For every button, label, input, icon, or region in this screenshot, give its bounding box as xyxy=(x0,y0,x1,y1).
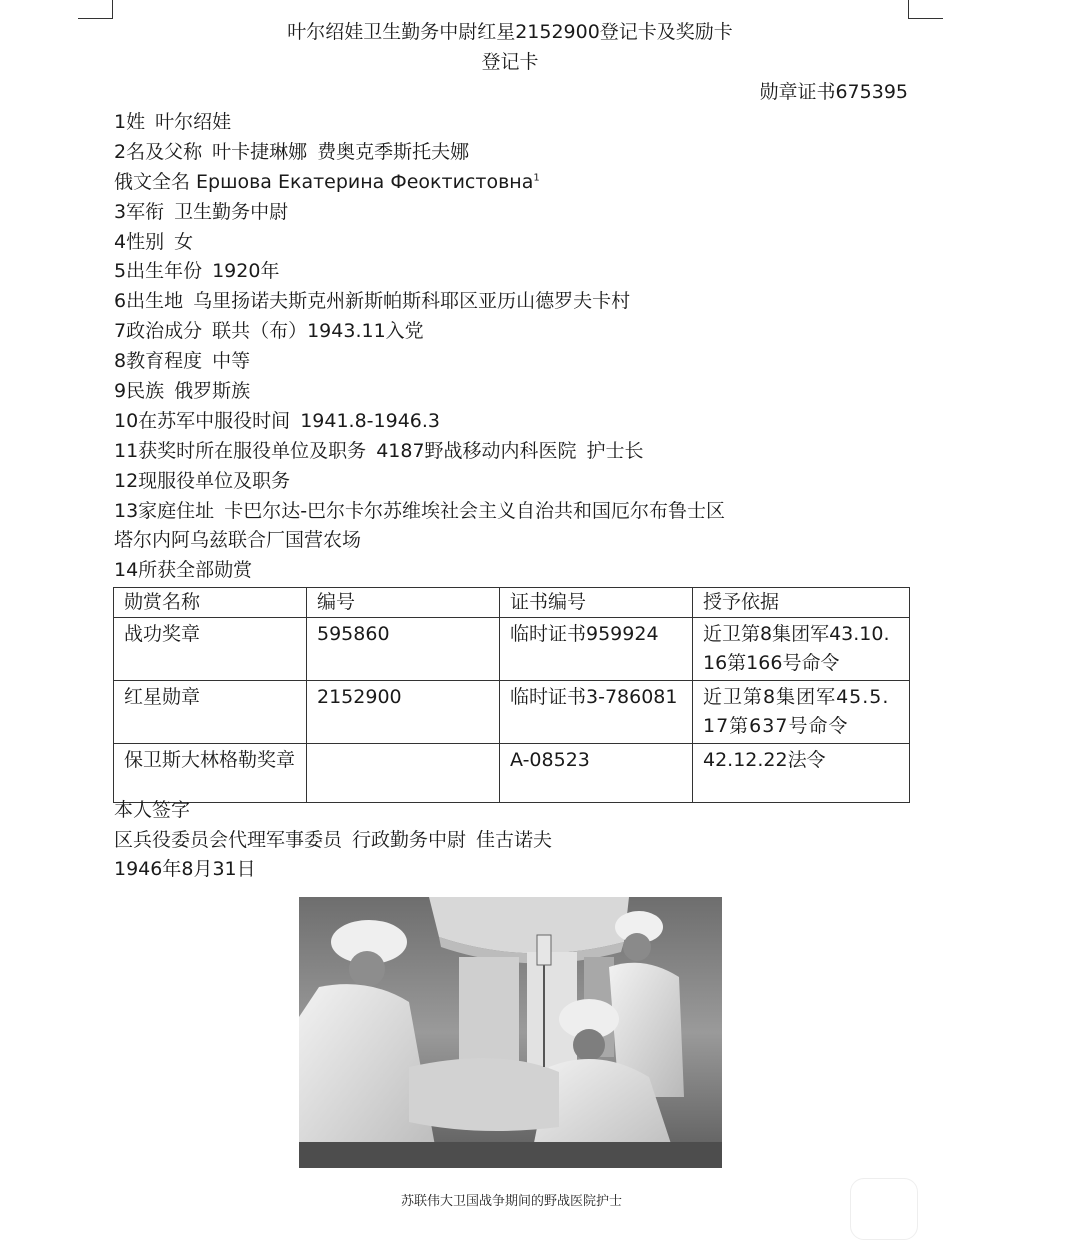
field-surname xyxy=(114,108,914,138)
certificate-number-cell: 临时证书959924 xyxy=(500,618,693,681)
field-value: 塔尔内阿乌兹联合厂国营农场 xyxy=(114,529,362,552)
field-label: 8教育程度 xyxy=(114,350,203,373)
field-value: 联共（布）1943.11入党 xyxy=(212,320,424,343)
table-header-cell: 证书编号 xyxy=(500,588,693,618)
field-value: 1941.8-1946.3 xyxy=(300,409,441,432)
awards-table xyxy=(113,587,910,803)
field-service-period xyxy=(114,407,914,437)
field-value: 叶卡捷琳娜 xyxy=(212,140,308,163)
certificate-number-cell: A-08523 xyxy=(500,744,693,803)
field-nationality xyxy=(114,377,914,407)
field-rank xyxy=(114,198,914,228)
field-value: 卫生勤务中尉 xyxy=(174,200,289,223)
photo-caption: 苏联伟大卫国战争期间的野战医院护士 xyxy=(400,1194,622,1209)
document-date: 1946年8月31日 xyxy=(114,858,256,880)
field-current-unit xyxy=(114,467,914,497)
field-value: 护士长 xyxy=(586,439,644,462)
field-award-unit xyxy=(114,437,914,467)
field-birth-year xyxy=(114,257,914,287)
field-address-continued xyxy=(114,526,914,556)
field-value: 卡巴尔达-巴尔卡尔苏维埃社会主义自治共和国厄尔布鲁士区 xyxy=(224,499,726,522)
field-label: 5出生年份 xyxy=(114,260,203,283)
field-label: 7政治成分 xyxy=(114,320,203,343)
field-address xyxy=(114,497,914,527)
award-number-cell: 595860 xyxy=(307,618,500,681)
award-basis-cell: 近卫第8集团军43.10.16第166号命令 xyxy=(693,618,910,681)
field-russian-name xyxy=(114,168,914,198)
award-name-cell: 红星勋章 xyxy=(114,681,307,744)
registration-fields xyxy=(114,108,914,586)
field-value: 中等 xyxy=(212,350,251,373)
field-gender xyxy=(114,228,914,258)
table-header-row xyxy=(114,588,910,618)
table-row xyxy=(114,618,910,681)
page-corner-left xyxy=(78,0,113,19)
page-corner-right xyxy=(908,0,943,19)
table-row xyxy=(114,681,910,744)
field-label: 14所获全部勋赏 xyxy=(114,559,253,582)
table-row xyxy=(114,744,910,803)
field-label: 2名及父称 xyxy=(114,140,203,163)
historical-photo xyxy=(299,897,722,1168)
award-basis-cell: 近卫第8集团军45.5.17第637号命令 xyxy=(693,681,910,744)
floating-button[interactable] xyxy=(850,1178,918,1240)
field-name-patronymic xyxy=(114,138,914,168)
table-header-cell: 编号 xyxy=(307,588,500,618)
field-education xyxy=(114,347,914,377)
field-all-awards xyxy=(114,556,914,586)
signature-line: 本人签字 xyxy=(114,799,191,821)
award-basis-cell: 42.12.22法令 xyxy=(693,744,910,803)
field-label: 9民族 xyxy=(114,380,165,403)
table-header-cell: 授予依据 xyxy=(693,588,910,618)
field-value: 乌里扬诺夫斯克州新斯帕斯科耶区亚历山德罗夫卡村 xyxy=(193,290,631,313)
field-value: 费奥克季斯托夫娜 xyxy=(317,140,470,163)
award-number-cell xyxy=(307,744,500,803)
field-label: 10在苏军中服役时间 xyxy=(114,409,291,432)
field-label: 12现服役单位及职务 xyxy=(114,469,291,492)
field-label: 6出生地 xyxy=(114,290,184,313)
field-label: 俄文全名 xyxy=(114,170,191,193)
certificate-number: 勋章证书675395 xyxy=(759,81,908,103)
officer-position: 区兵役委员会代理军事委员 xyxy=(114,828,343,851)
field-value: 俄罗斯族 xyxy=(174,380,251,403)
signature-block xyxy=(114,796,552,885)
document-title: 叶尔绍娃卫生勤务中尉红星2152900登记卡及奖励卡 xyxy=(287,21,733,43)
field-value: 1920年 xyxy=(212,260,280,283)
officer-rank: 行政勤务中尉 xyxy=(352,828,467,851)
officer-name: 佳古诺夫 xyxy=(476,828,553,851)
table-header-cell: 勋赏名称 xyxy=(114,588,307,618)
award-name-cell: 保卫斯大林格勒奖章 xyxy=(114,744,307,803)
field-value: Ершова Екатерина Феоктистовна xyxy=(196,170,534,193)
field-label: 3军衔 xyxy=(114,200,165,223)
field-party xyxy=(114,317,914,347)
field-birthplace xyxy=(114,287,914,317)
field-label: 11获奖时所在服役单位及职务 xyxy=(114,439,367,462)
award-name-cell: 战功奖章 xyxy=(114,618,307,681)
field-label: 13家庭住址 xyxy=(114,499,215,522)
award-number-cell: 2152900 xyxy=(307,681,500,744)
field-value: 女 xyxy=(174,230,194,253)
certificate-number-cell: 临时证书3-786081 xyxy=(500,681,693,744)
field-label: 1姓 xyxy=(114,111,146,133)
footnote-marker: 1 xyxy=(533,172,540,184)
officer-line xyxy=(114,826,552,856)
document-subtitle: 登记卡 xyxy=(481,51,539,73)
field-value: 叶尔绍娃 xyxy=(155,111,232,133)
field-label: 4性别 xyxy=(114,230,165,253)
field-value: 4187野战移动内科医院 xyxy=(376,439,577,462)
